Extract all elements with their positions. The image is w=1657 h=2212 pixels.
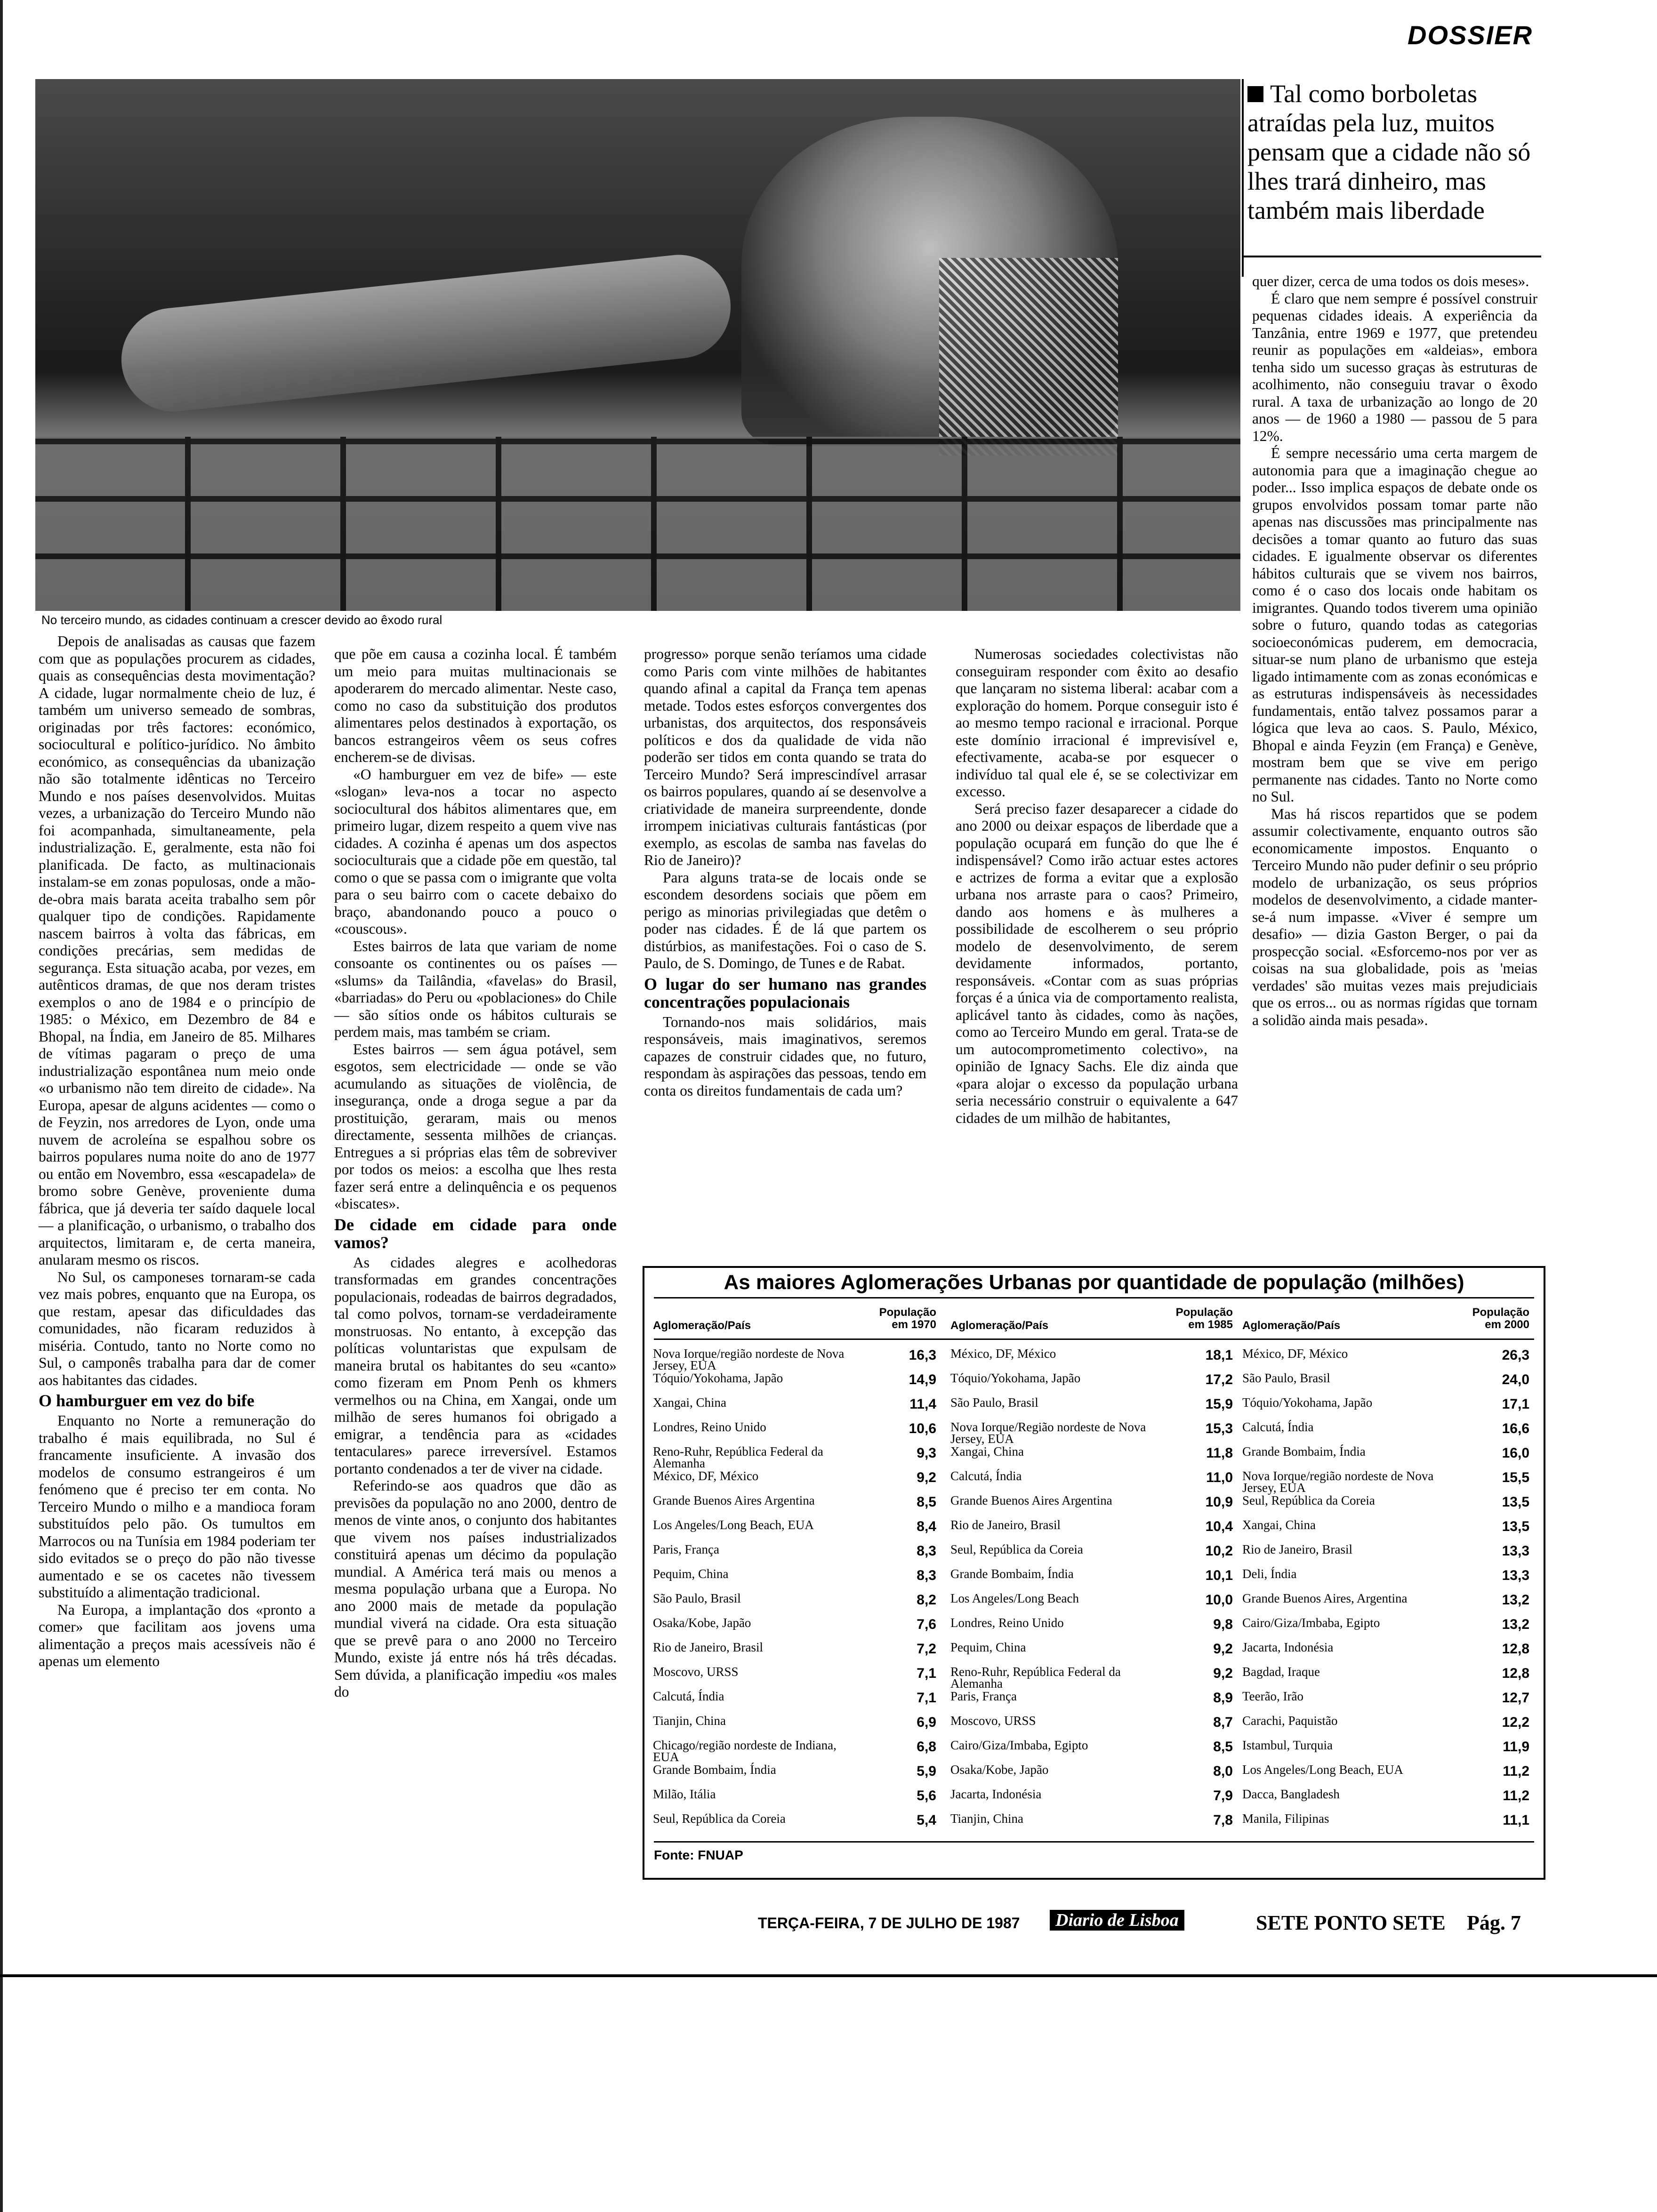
table-cell-value: 8,0 (1213, 1763, 1233, 1779)
table-cell-city: Grande Buenos Aires, Argentina (1242, 1591, 1408, 1605)
table-cell-value: 13,2 (1502, 1617, 1529, 1632)
column-header-2000: População em 2000 (1472, 1306, 1529, 1331)
table-cell-value: 8,4 (917, 1519, 936, 1534)
table-cell-value: 8,5 (917, 1494, 936, 1510)
table-cell-city: Grande Bombaim, Índia (1242, 1444, 1366, 1459)
paragraph: Estes bairros de lata que variam de nome consoante os continentes ou os países — «slums» da Tailândia, «favelas» do Brasil, «barriadas» do Peru ou «poblaciones» do Chile — são sítios onde os hábitos culturais se perdem mais, mas também se criam. (334, 938, 617, 1040)
column-header-city-1985: Aglomeração/País (950, 1319, 1049, 1332)
table-cell-city: Jacarta, Indonésia (1242, 1640, 1334, 1654)
table-cell-city: Moscovo, URSS (950, 1714, 1036, 1728)
paragraph: Será preciso fazer desaparecer a cidade do ano 2000 ou deixar espaços de liberdade que a população ocupará em função do que lhe é indispensável? Como irão actuar estes actores e actrizes de forma a evitar que a explosão urbana nos arraste para o caos? Primeiro, dando aos homens e às mulheres a possibilidade de escolherem o seu próprio modelo de desenvolvimento, de serem devidamente informados, portanto, responsáveis. «Contar com as suas próprias forças é a única via de comportamento realista, aplicável tanto às cidades, como às nações, como ao Terceiro Mundo em geral. Trata-se de um autocomprometimento colectivo», na opinião de Ignacy Sachs. Ele diz ainda que «para alojar o excesso da população urbana seria necessário construir o equivalente a 647 cidades de um milhão de habitantes, (956, 800, 1238, 1126)
table-cell-city: Los Angeles/Long Beach (950, 1591, 1079, 1605)
table-cell-value: 15,5 (1502, 1470, 1529, 1485)
table-cell-value: 18,1 (1205, 1347, 1233, 1363)
article-column-4 (956, 646, 1238, 1127)
table-cell-city: México, DF, México (653, 1469, 759, 1483)
table-cell-value: 9,3 (917, 1445, 936, 1461)
table-cell-value: 9,2 (1213, 1641, 1233, 1657)
table-cell-value: 16,3 (909, 1347, 936, 1363)
pull-quote-text: Tal como borboletas atraídas pela luz, muitos pensam que a cidade não só lhes trará dinheiro, mas também mais liberdade (1247, 80, 1531, 224)
table-cell-city: Osaka/Kobe, Japão (950, 1763, 1049, 1777)
table-cell-value: 13,5 (1502, 1494, 1529, 1510)
table-cell-value: 11,0 (1206, 1470, 1233, 1485)
table-cell-city: Calcutá, Índia (1242, 1420, 1314, 1434)
article-column-5 (1252, 273, 1537, 1029)
table-cell-value: 7,9 (1213, 1788, 1233, 1803)
table-cell-value: 9,8 (1213, 1617, 1233, 1632)
table-cell-value: 16,6 (1502, 1421, 1529, 1436)
table-cell-value: 16,0 (1502, 1445, 1529, 1461)
table-cell-city: Reno-Ruhr, República Federal da Alemanha (653, 1444, 823, 1470)
column-header-city-1970: Aglomeração/País (653, 1319, 751, 1332)
table-cell-city: Cairo/Giza/Imbaba, Egipto (1242, 1616, 1380, 1630)
table-cell-city: Nova Iorque/Região nordeste de Nova Jersey, EUA (950, 1420, 1146, 1446)
table-cell-value: 8,9 (1213, 1690, 1233, 1706)
paragraph: Referindo-se aos quadros que dão as previsões da população no ano 2000, dentro de menos de vinte anos, o conjunto dos habitantes que vivem nos países industrializados constituirá apenas um décimo da população mundial. A América terá mais ou menos a mesma população urbana que a Europa. No ano 2000 mais de metade da população mundial viverá na cidade. Ora esta situação que se prevê para o ano 2000 no Terceiro Mundo, existe já entre nós há três décadas. Sem dúvida, a planificação impediu «os males do (334, 1477, 617, 1700)
paragraph: É claro que nem sempre é possível construir pequenas cidades ideais. A experiência da Tanzânia, entre 1969 e 1977, que pretendeu reunir as populações em «aldeias», embora tenha sido um sucesso graças às estruturas de acolhimento, não conseguiu travar o êxodo rural. A taxa de urbanização ao longo de 20 anos — de 1960 a 1980 — passou de 5 para 12%. (1252, 290, 1537, 444)
footer-date: TERÇA-FEIRA, 7 DE JULHO DE 1987 (758, 1915, 1020, 1931)
population-table (643, 1266, 1545, 1880)
table-cell-city: Tianjin, China (653, 1714, 726, 1728)
paragraph: Tornando-nos mais solidários, mais responsáveis, mais imaginativos, seremos capazes de construir cidades que, no futuro, respondam às aspirações das pessoas, tendo em conta os direitos fundamentais de cada um? (644, 1013, 926, 1099)
table-cell-value: 13,3 (1502, 1543, 1529, 1559)
paragraph: Mas há riscos repartidos que se podem assumir colectivamente, enquanto outros são economicamente impostos. Enquanto o Terceiro Mundo não puder definir o seu próprio modelo de urbanização, os seus próprios modelos de desenvolvimento, a cidade manter-se-á num impasse. «Viver é sempre um desafio» — dizia Gaston Berger, o pai da prospecção social. «Esforcemo-nos por ver as coisas na sua globalidade, pois as 'meias verdades' são muitas vezes mais prejudiciais que os erros... ou as normas rígidas que tornam a solidão ainda mais pesada». (1252, 805, 1537, 1028)
table-cell-city: Osaka/Kobe, Japão (653, 1616, 751, 1630)
article-column-2 (334, 646, 617, 1701)
table-cell-value: 11,2 (1503, 1788, 1529, 1803)
table-cell-city: Los Angeles/Long Beach, EUA (1242, 1763, 1403, 1777)
table-cell-city: Tóquio/Yokohama, Japão (653, 1371, 783, 1385)
article-column-3 (644, 646, 926, 1099)
table-cell-value: 13,3 (1502, 1568, 1529, 1583)
table-cell-city: Milão, Itália (653, 1787, 716, 1801)
table-cell-value: 12,8 (1502, 1641, 1529, 1657)
table-cell-value: 7,1 (917, 1666, 936, 1681)
table-cell-value: 7,6 (917, 1617, 936, 1632)
paragraph: quer dizer, cerca de uma todos os dois meses». (1252, 273, 1529, 289)
table-cell-city: Tóquio/Yokohama, Japão (950, 1371, 1081, 1385)
table-cell-city: Calcutá, Índia (950, 1469, 1022, 1483)
table-cell-city: Paris, França (653, 1542, 719, 1556)
table-cell-city: Grande Bombaim, Índia (653, 1763, 776, 1777)
table-cell-city: Pequim, China (653, 1567, 729, 1581)
table-cell-value: 8,2 (917, 1592, 936, 1608)
paragraph: Depois de analisadas as causas que fazem com que as populações procurem as cidades, quais as consequências desta movimentação? A cidade, lugar normalmente cheio de luz, é também um universo semeado de sombras, originadas por três factores: económico, sociocultural e político-jurídico. No âmbito económico, as consequências da ubanização não são totalmente idênticas no Terceiro Mundo e nos países desenvolvidos. Muitas vezes, a urbanização do Terceiro Mundo não foi acompanhada, simultaneamente, pela industrialização. E, geralmente, esta não foi planificada. De facto, as multinacionais instalam-se em zonas populosas, onde a mão-de-obra mais barata aceita trabalho sem pôr qualquer tipo de condições. Rapidamente nascem bairros à volta das fábricas, em condições precárias, sem medidas de segurança. Esta situação acaba, por vezes, em autênticos dramas, de que nos deram tristes exemplos o ano de 1984 e o princípio de 1985: o México, em Dezembro de 84 e Bhopal, na Índia, em Janeiro de 85. Milhares de vítimas pagaram o preço de uma industrialização espontânea num meio onde «o urbanismo não tem direito de cidade». Na Europa, apesar de alguns acidentes — como o de Feyzin, nos arredores de Lyon, onde uma nuvem de acroleína se espalhou sobre os bairros populares numa noite do ano de 1977 ou então em Novembro, essa «escapadela» de bromo sobre Genève, proveniente duma fábrica, que já deveria ter saído daquele local — a planificação, o urbanismo, o trabalho dos arquitectos, limitaram e, de certa maneira, anularam mesmo os riscos. (39, 633, 315, 1268)
table-cell-city: Xangai, China (950, 1444, 1024, 1459)
table-cell-value: 7,2 (917, 1641, 936, 1657)
table-cell-value: 9,2 (1213, 1666, 1233, 1681)
table-cell-value: 10,0 (1205, 1592, 1233, 1608)
table-cell-value: 24,0 (1502, 1372, 1529, 1387)
paragraph: Para alguns trata-se de locais onde se escondem desordens sociais que põem em perigo as minorias privilegiadas que detêm o poder nas cidades. É de lá que partem os distúrbios, as manifestações. Foi o caso de S. Paulo, de S. Domingo, de Tunes e de Rabat. (644, 869, 926, 971)
pull-quote-rule (1244, 256, 1541, 257)
table-cell-value: 5,6 (917, 1788, 936, 1803)
table-cell-value: 6,9 (917, 1715, 936, 1730)
table-cell-city: Nova Iorque/região nordeste de Nova Jersey, EUA (1242, 1469, 1434, 1495)
table-cell-city: Seul, República da Coreia (653, 1811, 786, 1826)
table-cell-city: Los Angeles/Long Beach, EUA (653, 1518, 814, 1532)
pull-quote (1242, 79, 1545, 277)
table-cell-city: Nova Iorque/região nordeste de Nova Jersey, EUA (653, 1346, 845, 1372)
table-cell-city: Deli, Índia (1242, 1567, 1297, 1581)
table-cell-city: México, DF, México (1242, 1346, 1348, 1361)
table-cell-city: Carachi, Paquistão (1242, 1714, 1338, 1728)
paragraph: progresso» porque senão teríamos uma cidade como Paris com vinte milhões de habitantes quando afinal a capital da França tem apenas metade. Todos estes esforços convergentes dos urbanistas, dos arquitectos, dos responsáveis políticos e dos da qualidade de vida não poderão ser tidos em conta quando se trata do Terceiro Mundo? Será imprescindível arrasar os bairros populares, quando aí se desenvolve a criatividade de maneira surpreendente, donde irrompem iniciativas culturais fantásticas (por exemplo, as escolas de samba nas favelas do Rio de Janeiro)? (644, 646, 926, 868)
column-header-1970: População em 1970 (879, 1306, 936, 1331)
table-cell-city: Grande Bombaim, Índia (950, 1567, 1074, 1581)
column-header-city-2000: Aglomeração/País (1242, 1319, 1341, 1332)
table-cell-city: Calcutá, Índia (653, 1689, 724, 1703)
table-cell-value: 17,1 (1502, 1396, 1529, 1412)
table-cell-value: 7,1 (917, 1690, 936, 1706)
newspaper-logo: Diario de Lisboa (1050, 1910, 1184, 1931)
paragraph: que põe em causa a cozinha local. É também um meio para muitas multinacionais se apoderarem do mercado alimentar. Neste caso, como no caso da substituição dos produtos alimentares pelos destinados à exportação, os bancos estrangeiros vêem os seus cofres encherem-se de divisas. (334, 646, 617, 765)
table-header-rule (654, 1338, 1534, 1340)
subheading: O lugar do ser humano nas grandes concentrações populacionais (644, 974, 926, 1011)
table-cell-city: Bagdad, Iraque (1242, 1665, 1320, 1679)
paragraph: É sempre necessário uma certa margem de autonomia para que a imaginação chegue ao poder... Isso implica espaços de debate onde os grupos envolvidos possam tomar parte não apenas nas discussões mas principalmente nas decisões a tomar quanto ao futuro das suas cidades. E igualmente observar os diferentes hábitos culturais que se vivem nos bairros, como é o caso dos locais onde habitam os imigrantes. Quando todos tiverem uma opinião sobre o futuro, quando todas as categorias socioeconómicas puderem, em democracia, situar-se num plano de urbanismo que esteja ligado intimamente com as zonas económicas e as estruturas indispensáveis às necessidades fundamentais, então talvez possamos parar a lógica que leva ao caos. S. Paulo, México, Bhopal e ainda Feyzin (em França) e Genève, mostram bem que se vive em perigo permanente nas cidades. Tanto no Norte como no Sul. (1252, 445, 1537, 805)
table-cell-city: Chicago/região nordeste de Indiana, EUA (653, 1738, 837, 1764)
photo-caption: No terceiro mundo, as cidades continuam a crescer devido ao êxodo rural (41, 613, 442, 627)
page-left-edge (0, 0, 3, 2212)
table-cell-city: Reno-Ruhr, República Federal da Alemanha (950, 1665, 1121, 1691)
table-cell-value: 11,9 (1503, 1739, 1529, 1755)
table-cell-value: 5,4 (917, 1812, 936, 1828)
paragraph: Enquanto no Norte a remuneração do trabalho é mais equilibrada, no Sul é francamente insuficiente. A invasão dos modelos de consumo estrangeiros é um fenómeno que é preciso ter em conta. No Terceiro Mundo o milho e a mandioca foram substituídos pelo pão. Os tumultos em Marrocos ou na Tunísia em 1984 poderiam ter sido evitados se o preço do pão não tivesse aumentado e se os cacetes não tivessem substituído a alimentação tradicional. (39, 1412, 315, 1601)
subheading: O hamburguer em vez do bife (39, 1391, 255, 1410)
subheading: De cidade em cidade para onde vamos? (334, 1215, 617, 1252)
paragraph: «O hamburguer em vez de bife» — este «slogan» leva-nos a tocar no aspecto sociocultural dos hábitos alimentares que, em primeiro lugar, dizem respeito a quem vive nas cidades. A cozinha é apenas um dos aspectos socioculturais que a cidade põe em questão, tal como o que se passa com o imigrante que volta para o seu bairro com o cacete debaixo do braço, abandonando pouco a pouco o «couscous». (334, 766, 617, 937)
table-cell-city: Istambul, Turquia (1242, 1738, 1333, 1752)
table-cell-city: Rio de Janeiro, Brasil (950, 1518, 1061, 1532)
page-number: Pág. 7 (1467, 1911, 1521, 1934)
table-cell-city: Xangai, China (653, 1395, 726, 1410)
table-cell-city: Manila, Filipinas (1242, 1811, 1329, 1826)
table-cell-value: 15,3 (1205, 1421, 1233, 1436)
table-cell-city: Pequim, China (950, 1640, 1026, 1654)
table-cell-value: 8,3 (917, 1543, 936, 1559)
table-cell-value: 12,7 (1502, 1690, 1529, 1706)
table-cell-value: 12,2 (1502, 1715, 1529, 1730)
table-cell-value: 8,7 (1213, 1715, 1233, 1730)
table-cell-value: 13,5 (1502, 1519, 1529, 1534)
table-cell-city: São Paulo, Brasil (1242, 1371, 1330, 1385)
table-cell-city: Seul, República da Coreia (1242, 1493, 1375, 1507)
section-header: DOSSIER (1408, 20, 1533, 50)
table-cell-value: 26,3 (1502, 1347, 1529, 1363)
table-title-rule (654, 1297, 1534, 1298)
table-cell-value: 10,1 (1205, 1568, 1233, 1583)
footer-section: SETE PONTO SETE (1256, 1911, 1446, 1934)
table-cell-city: Xangai, China (1242, 1518, 1316, 1532)
table-cell-city: Tianjin, China (950, 1811, 1024, 1826)
table-cell-value: 10,4 (1205, 1519, 1233, 1534)
table-cell-value: 10,2 (1205, 1543, 1233, 1559)
table-cell-city: São Paulo, Brasil (653, 1591, 741, 1605)
table-cell-value: 11,8 (1206, 1445, 1233, 1461)
paragraph: Na Europa, a implantação dos «pronto a comer» que facilitam aos jovens uma alimentação a preços mais acessíveis não é apenas um elemento (39, 1601, 315, 1669)
table-cell-value: 13,2 (1502, 1592, 1529, 1608)
table-cell-value: 10,6 (909, 1421, 936, 1436)
table-cell-value: 8,3 (917, 1568, 936, 1583)
table-cell-value: 9,2 (917, 1470, 936, 1485)
photo-mesh-shape (939, 258, 1118, 456)
table-cell-value: 11,2 (1503, 1763, 1529, 1779)
paragraph: No Sul, os camponeses tornaram-se cada vez mais pobres, enquanto que na Europa, os que restam, apesar das dificuldades das comunidades, não ficaram reduzidos à miséria. Contudo, tanto no Norte como no Sul, o camponês trabalha para dar de comer aos habitantes das cidades. (39, 1268, 315, 1388)
table-footer-rule (654, 1841, 1534, 1843)
paragraph: As cidades alegres e acolhedoras transformadas em grandes concentrações populacionais, rodeadas de bairros degradados, tal como polvos, tornam-se verdadeiramente monstruosas. No entanto, à excepção das políticas voluntaristas que expulsam de maneira brutal os habitantes do seu «canto» como fizeram em Pnom Penh os khmers vermelhos ou na China, em Xangai, onde um milhão de seres humanos foi obrigado a emigrar, a tendência para as «cidades tentaculares» parece irreversível. Estamos portanto condenados a ter de viver na cidade. (334, 1254, 617, 1477)
table-cell-city: Jacarta, Indonésia (950, 1787, 1042, 1801)
article-column-1 (39, 633, 315, 1670)
table-cell-city: Teerão, Irão (1242, 1689, 1304, 1703)
table-cell-city: Dacca, Bangladesh (1242, 1787, 1340, 1801)
table-cell-city: Moscovo, URSS (653, 1665, 739, 1679)
table-cell-value: 15,9 (1205, 1396, 1233, 1412)
table-cell-city: Rio de Janeiro, Brasil (1242, 1542, 1352, 1556)
table-cell-value: 14,9 (909, 1372, 936, 1387)
table-cell-value: 11,1 (1503, 1812, 1529, 1828)
table-cell-value: 17,2 (1205, 1372, 1233, 1387)
paragraph: Numerosas sociedades colectivistas não conseguiram responder com êxito ao desafio que lançaram no sistema liberal: acabar com a exploração do homem. Porque conseguir isto é ao mesmo tempo racional e irracional. Porque este domínio irracional é imprevisível e, efectivamente, acaba-se por esquecer o indivíduo tal qual ele é, se se colectivizar em excesso. (956, 646, 1238, 800)
photo-brick-wall (35, 437, 1240, 611)
table-cell-city: Tóquio/Yokohama, Japão (1242, 1395, 1373, 1410)
photo-arm-shape (116, 250, 736, 417)
table-cell-city: Grande Buenos Aires Argentina (950, 1493, 1112, 1507)
table-cell-city: México, DF, México (950, 1346, 1056, 1361)
table-cell-value: 8,5 (1213, 1739, 1233, 1755)
article-photo (35, 79, 1240, 611)
column-header-1985: População em 1985 (1175, 1306, 1233, 1331)
table-cell-value: 12,8 (1502, 1666, 1529, 1681)
table-cell-value: 5,9 (917, 1763, 936, 1779)
table-cell-value: 11,4 (909, 1396, 936, 1412)
table-cell-city: Grande Buenos Aires Argentina (653, 1493, 815, 1507)
bullet-square-icon (1247, 86, 1263, 102)
table-cell-value: 10,9 (1205, 1494, 1233, 1510)
table-cell-value: 7,8 (1213, 1812, 1233, 1828)
table-title: As maiores Aglomerações Urbanas por quantidade de população (milhões) (724, 1271, 1464, 1294)
table-cell-city: Rio de Janeiro, Brasil (653, 1640, 763, 1654)
table-cell-value: 6,8 (917, 1739, 936, 1755)
table-cell-city: Londres, Reino Unido (950, 1616, 1064, 1630)
table-cell-city: Cairo/Giza/Imbaba, Egipto (950, 1738, 1088, 1752)
table-cell-city: Londres, Reino Unido (653, 1420, 766, 1434)
paragraph: Estes bairros — sem água potável, sem esgotos, sem electricidade — onde se vão acumulando as situações de violência, de insegurança, onde a droga segue a par da prostituição, geraram, mais ou menos directamente, sessenta milhões de crianças. Entregues a si próprias elas têm de sobreviver por todos os meios: a escolha que lhes resta fazer será entre a delinquência e os pequenos «biscates». (334, 1041, 617, 1212)
table-source: Fonte: FNUAP (654, 1848, 743, 1862)
table-cell-city: São Paulo, Brasil (950, 1395, 1038, 1410)
page-bottom-rule (0, 1974, 1657, 1977)
table-cell-city: Seul, República da Coreia (950, 1542, 1083, 1556)
table-cell-city: Paris, França (950, 1689, 1017, 1703)
